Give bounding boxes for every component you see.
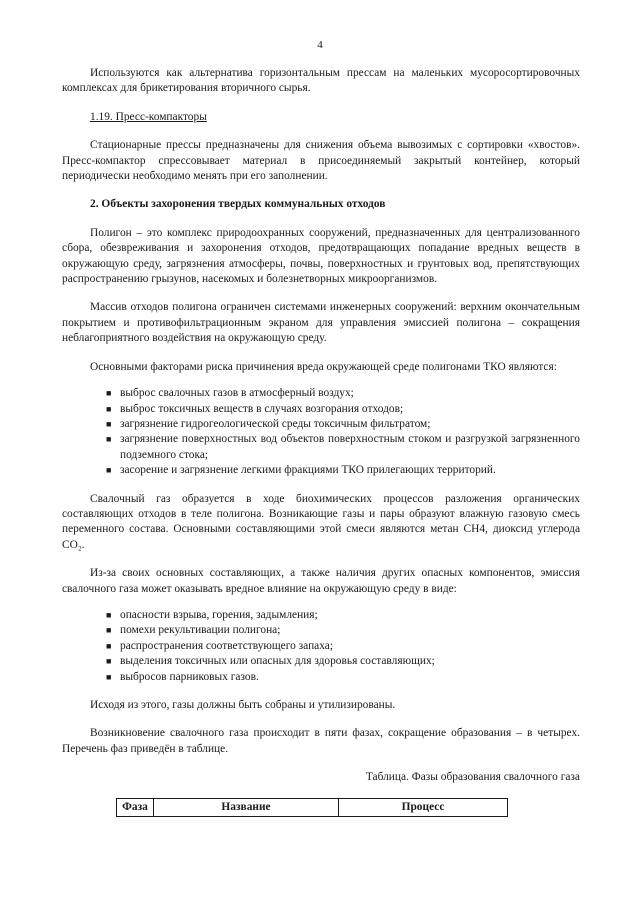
gas-phases-paragraph: Возникновение свалочного газа происходит в пяти фазах, сокращение образования – в четырех. Перечень фаз приведён в таблице. (62, 727, 580, 755)
landfill-gas-paragraph: Свалочный газ образуется в ходе биохимических процессов разложения органических составляющих отходов в теле полигона. Возникающие газы и пары образуют влажную газовую смесь переменного состава. Основными составляющими этой смеси являются метан CH4, диоксид углерода CO₂. (62, 492, 580, 551)
bullet-icon: ■ (106, 388, 112, 399)
bullet-icon: ■ (106, 465, 112, 476)
list-item: ■ распространения соответствующего запаха; (108, 639, 580, 654)
page-content (62, 66, 580, 817)
bullet-icon: ■ (106, 418, 112, 429)
intro-paragraph: Используются как альтернатива горизонтальным прессам на маленьких мусоросортировочных комплексах для брикетирования вторичного сырья. (62, 67, 580, 95)
list-item: ■ выбросов парниковых газов. (108, 670, 580, 685)
gas-impacts-list (62, 608, 580, 685)
list-item: ■ загрязнение поверхностных вод объектов поверхностным стоком и разгрузкой загрязненного подземного стока; (106, 433, 580, 461)
section-2-title: 2. Объекты захоронения твердых коммунальных отходов (90, 198, 386, 211)
list-item: ■ засорение и загрязнение легкими фракциями ТКО прилегающих территорий. (108, 463, 580, 478)
landfill-mass-paragraph: Массив отходов полигона ограничен системами инженерных сооружений: верхним окончательным покрытием и противофильтрационным экраном для управления эмиссией полигона – сокращения неблагоприятного воздействия на окружающую среду. (62, 301, 580, 345)
bullet-icon: ■ (106, 609, 112, 620)
list-item: ■ выброс токсичных веществ в случаях возгорания отходов; (108, 402, 580, 417)
list-item: ■ загрязнение гидрогеологической среды токсичным фильтратом; (108, 417, 580, 432)
risk-factors-list (62, 386, 580, 478)
phases-table (116, 798, 508, 817)
bullet-icon: ■ (106, 625, 112, 636)
risk-factors-intro: Основными факторами риска причинения вреда окружающей среде полигонами ТКО являются: (90, 360, 557, 373)
header-process: Процесс (339, 798, 508, 816)
list-item: ■ опасности взрыва, горения, задымления; (108, 608, 580, 623)
page-number: 4 (317, 39, 323, 51)
table-header-row (117, 798, 508, 816)
section-1-19-title: 1.19. Пресс-компакторы (90, 110, 207, 123)
bullet-icon: ■ (106, 671, 112, 682)
gas-collection-paragraph: Исходя из этого, газы должны быть собраны и утилизированы. (90, 699, 396, 711)
list-item: ■ выброс свалочных газов в атмосферный воздух; (108, 386, 580, 401)
section-1-19-text: Стационарные прессы предназначены для снижения объема вывозимых с сортировки «хвостов». Пресс-компактор спрессовывает материал в присоединяемый закрытый контейнер, который периодически необходимо менять при его заполнении. (62, 139, 580, 183)
list-item: ■ помехи рекультивации полигона; (108, 623, 580, 638)
bullet-icon: ■ (106, 656, 112, 667)
table-caption: Таблица. Фазы образования свалочного газа (365, 771, 580, 784)
list-item: ■ выделения токсичных или опасных для здоровья составляющих; (108, 654, 580, 669)
landfill-definition-paragraph: Полигон – это комплекс природоохранных сооружений, предназначенных для централизованного сбора, обезвреживания и захоронения отходов, предотвращающих попадание вредных веществ в окружающую среду, загрязнения атмосферы, почвы, поверхностных и грунтовых вод, препятствующих распространению грызунов, насекомых и болезнетворных микроорганизмов. (62, 226, 580, 286)
header-name: Название (154, 798, 339, 816)
header-phase: Фаза (117, 798, 154, 816)
bullet-icon: ■ (106, 640, 112, 651)
bullet-icon: ■ (106, 434, 112, 445)
gas-impacts-intro: Из-за своих основных составляющих, а также наличия других опасных компонентов, эмиссия свалочного газа может оказывать вредное влияние на окружающую среду в виде: (62, 567, 580, 595)
bullet-icon: ■ (106, 403, 112, 414)
